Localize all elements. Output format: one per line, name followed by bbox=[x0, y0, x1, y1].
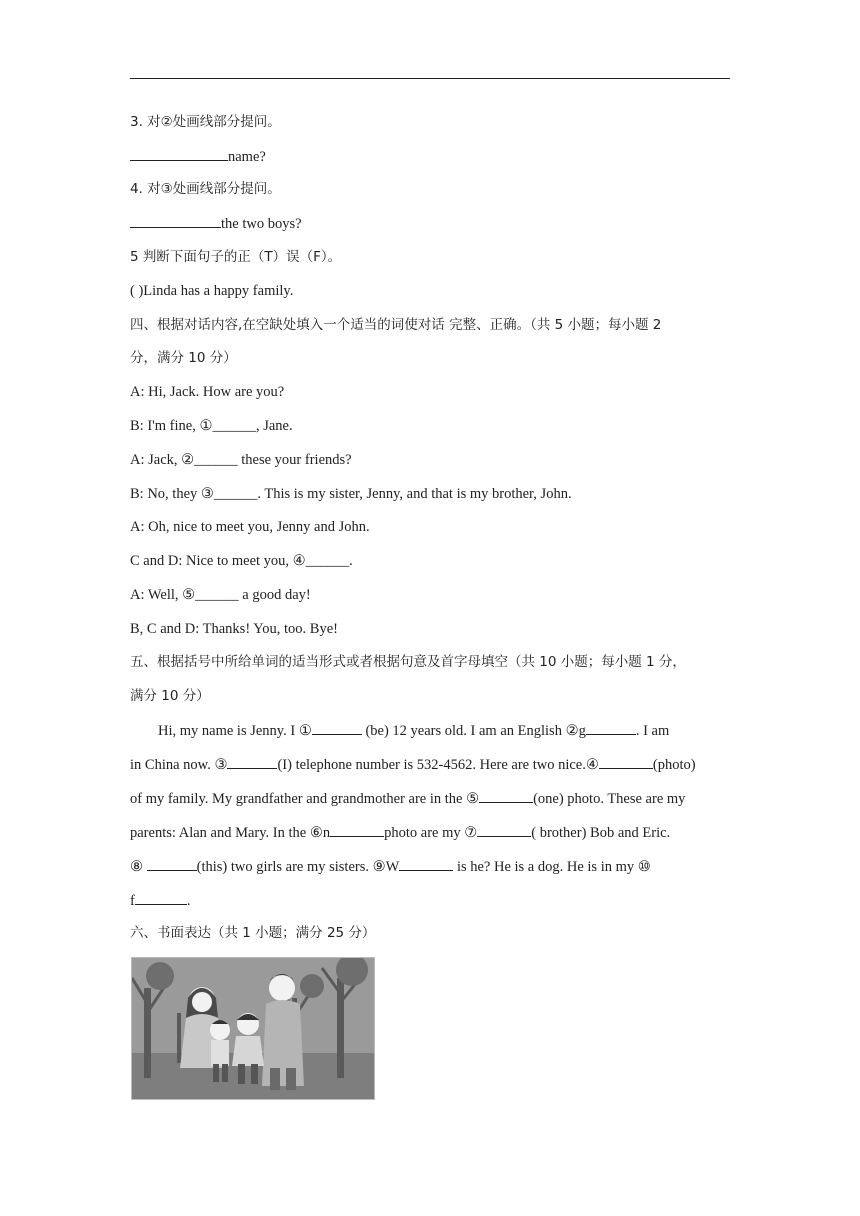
q5-item: ( )Linda has a happy family. bbox=[130, 283, 294, 299]
answer-blank[interactable] bbox=[399, 856, 453, 871]
dialogue-line: A: Hi, Jack. How are you? bbox=[130, 384, 285, 400]
dialogue-line: A: Oh, nice to meet you, Jenny and John. bbox=[130, 519, 370, 535]
answer-blank[interactable] bbox=[479, 788, 533, 803]
family-illustration bbox=[131, 957, 375, 1100]
passage-line: f . bbox=[130, 890, 190, 911]
section6-heading: 六、书面表达（共 1 小题；满分 25 分） bbox=[130, 925, 376, 941]
answer-blank[interactable] bbox=[330, 822, 384, 837]
dialogue-line: C and D: Nice to meet you, ④______. bbox=[130, 553, 353, 569]
passage-line: ⑧ (this) two girls are my sisters. ⑨W is he? He is a dog. He is in my ⑩ bbox=[130, 856, 651, 877]
answer-blank[interactable] bbox=[477, 822, 531, 837]
section4-heading: 四、根据对话内容,在空缺处填入一个适当的词使对话 完整、正确。（共 5 小题；每小题 2 bbox=[130, 317, 662, 333]
answer-blank[interactable] bbox=[599, 754, 653, 769]
section5-heading: 五、根据括号中所给单词的适当形式或者根据句意及首字母填空（共 10 小题；每小题 1 分， bbox=[130, 654, 686, 670]
dialogue-line: B: I'm fine, ①______, Jane. bbox=[130, 418, 293, 434]
answer-blank[interactable] bbox=[135, 890, 187, 905]
answer-blank[interactable] bbox=[586, 720, 636, 735]
answer-blank[interactable] bbox=[130, 146, 228, 161]
answer-blank[interactable] bbox=[312, 720, 362, 735]
header-rule bbox=[130, 78, 730, 79]
q3-title: 3. 对②处画线部分提问。 bbox=[130, 114, 281, 130]
passage-line: in China now. ③ (I) telephone number is 532-4562. Here are two nice.④ (photo) bbox=[130, 754, 696, 775]
section4-heading-cont: 分，满分 10 分） bbox=[130, 350, 237, 366]
q3-answer-line: name? bbox=[130, 146, 266, 167]
dialogue-line: B, C and D: Thanks! You, too. Bye! bbox=[130, 621, 338, 637]
dialogue-line: B: No, they ③______. This is my sister, Jenny, and that is my brother, John. bbox=[130, 486, 572, 502]
passage-line: Hi, my name is Jenny. I ① (be) 12 years old. I am an English ②g . I am bbox=[158, 720, 669, 741]
q4-answer-line: the two boys? bbox=[130, 213, 302, 234]
dialogue-line: A: Well, ⑤______ a good day! bbox=[130, 587, 311, 603]
passage-line: of my family. My grandfather and grandmother are in the ⑤ (one) photo. These are my bbox=[130, 788, 685, 809]
passage-line: parents: Alan and Mary. In the ⑥n photo are my ⑦ ( brother) Bob and Eric. bbox=[130, 822, 670, 843]
q4-title: 4. 对③处画线部分提问。 bbox=[130, 181, 281, 197]
answer-blank[interactable] bbox=[227, 754, 277, 769]
answer-blank[interactable] bbox=[130, 213, 221, 228]
q5-title: 5 判断下面句子的正（T）误（F）。 bbox=[130, 249, 342, 265]
dialogue-line: A: Jack, ②______ these your friends? bbox=[130, 452, 352, 468]
answer-blank[interactable] bbox=[147, 856, 197, 871]
section5-heading-cont: 满分 10 分） bbox=[130, 688, 210, 704]
